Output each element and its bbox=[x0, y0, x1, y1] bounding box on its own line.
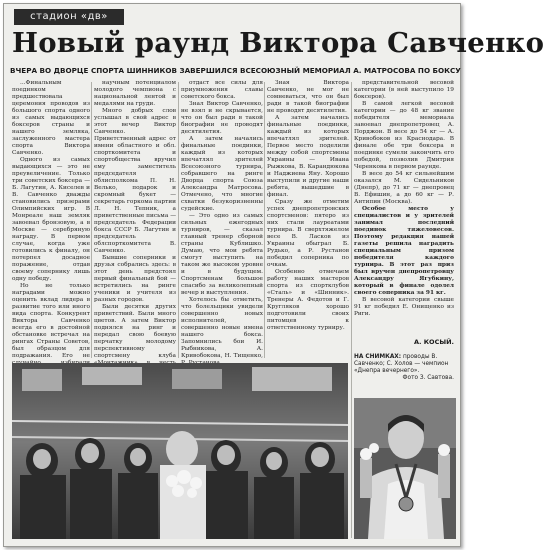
paragraph: Сразу же отметим успех днепропетровских спортсменов: пятеро из них стали лауреатами турнира. В сверхтяжелом весе В. Ласков из Украины обыграл Б. Рудько, а Р. Рустанов победил соперника по очкам. bbox=[267, 199, 349, 268]
paragraph: представительной весовой категории (в ней выступило 19 боксеров). bbox=[354, 80, 454, 100]
paragraph: ...Финальным поединком предшествовала церемония проводов из большого спорта одного из самых выдающихся боксеров страны и нашего земляка, заслуженного мастера спорта Виктора Савченко. bbox=[12, 80, 90, 156]
text-column-5 bbox=[354, 80, 454, 336]
paragraph: — Это одно из самых сильных ежегодных турниров, — сказал главный тренер сборной страны Кублишко. Думаю, что мои ребята смогут выступить на таком же высоком уровне и в будущем. Спортсменам большое спасибо за великолепный вечер и выступления. bbox=[181, 213, 263, 296]
paragraph: Зная Виктора Савченко, не мог не сомневаться, что он был ради в такой биографии не проводят десятилетия. bbox=[267, 80, 349, 114]
column-divider bbox=[264, 82, 265, 358]
text-column-2 bbox=[94, 80, 176, 360]
paragraph: В самой легкой весовой категории — до 48 кг звание победителя мемориала завоевал днепропетровец А. Порджон. В весе до 54 кг — А. Кривобоков из Краснодара. В финале обе три боксера в поединке сумели закончить его победой, позволив Дмитрия Черенкова в первом раунде. bbox=[354, 101, 454, 170]
paragraph: В весе до 54 кг сильнейшим оказался М. Сидельников (Днепр), до 71 кг — днепровец В. Ефишин, а до 60 кг — Р. Антипин (Москва). bbox=[354, 171, 454, 205]
paragraph: Особенно отмечаем работу наших мастеров спорта из спортклубов «Сталь» и «Шинник». Тренеры А. Федотов и Г. Кругляков хорошо подготовили своих питомцев к ответственному турниру. bbox=[267, 269, 349, 331]
paragraph: Знал Виктор Савченко, не взял и не скрывается, что он был ради в такой биографии не проводят десятилетия. bbox=[181, 101, 263, 135]
champion-photo bbox=[354, 398, 456, 539]
photo-credit: Фото З. Савтова. bbox=[402, 375, 454, 381]
paragraph: А затем начались финальные поединки, каждый из которых впечатлял зрителей. Первое место поделили между собой спортсмены Украины — Ивана Рыжкова, В. Карандюкова и Наджиева Яну. Хорошо выступили и другие наши ребята, вышедшие в финал. bbox=[267, 115, 349, 198]
section-rubric: стадион «дв» bbox=[14, 9, 124, 25]
article-subhead: ВЧЕРА ВО ДВОРЦЕ СПОРТА ШИННИКОВ ЗАВЕРШИЛСЯ ВСЕСОЮЗНЫЙ МЕМОРИАЛ А. МАТРОСОВА ПО БОКСУ bbox=[10, 66, 461, 75]
article-headline: Новый раунд Виктора Савченко bbox=[12, 27, 544, 59]
ceremony-photo bbox=[12, 363, 348, 539]
text-column-3 bbox=[181, 80, 263, 360]
column-divider bbox=[91, 82, 92, 358]
newspaper-page bbox=[3, 3, 544, 547]
paragraph: научным потенциалом молодого чемпиона с национальной лентой и медалями на груди. bbox=[94, 80, 176, 107]
paragraph: Были десятки других приветствий. Были много цветов. А затем Виктор поднялся на ринг и передал свою боевую перчатку молодому перспективному спортсмену клуба bbox=[94, 304, 176, 359]
paragraph: Одного из самых выдающихся — это не преувеличение. Только три советских боксера — Б. Лагутин, А. Киселев и В. Савченко дважды становились призерами Олимпийских игр. В Монреале наш земляк завоевал бронзовую, а в Москве — серебряную награду. В первом случае, когда уже готовились к финалу, он потерпел досадное поражение, отдав своему сопернику лишь одну победу. bbox=[12, 157, 90, 282]
paragraph: Бывшие соперники и друзья собрались здесь: в этот день предстоял первый финальный бой — встретились на ринге ученики и учителя из разных городов. bbox=[94, 255, 176, 303]
column-divider bbox=[178, 82, 179, 358]
paragraph: В весовой категории свыше 91 кг победил Е. Онищенко из Риги. bbox=[354, 297, 454, 317]
text-column-1 bbox=[12, 80, 90, 360]
paragraph: А затем начались финальные поединки, каждый из которых впечатлял зрителей Всесоюзного турнира, собравшего на ринге Дворца спорта Союза Александра Матросова. Отмечено, что многие схватки безукоризненны судейские. bbox=[181, 136, 263, 212]
paragraph: отдаст все силы для приумножения славы советского бокса. bbox=[181, 80, 263, 100]
paragraph: Но не только наградами можно оценить вклад лидера в развитие того или иного вида спорта. Конкурент Виктора Савченко всегда его в достойной обстановке встречал на рингах Страны Советов, был образцом для подражания. Его не bbox=[12, 283, 90, 359]
author-signature: А. КОСЫЙ. bbox=[413, 338, 454, 346]
text-column-4 bbox=[267, 80, 349, 360]
photo-caption bbox=[354, 354, 454, 394]
paragraph-highlight: Особое место у специалистов и у зрителей занимал последний поединок тяжеловесов. Поэтому редакция нашей газеты решила наградить специальным призом победителя каждого турнира. В этот раз приз был вручен днепропетровцу Александру Ягубкину, который в финале одолел своего соперника за 91 кг. bbox=[354, 206, 454, 296]
paragraph: Хотелось бы отметить, что болельщики увидели совершенно новых исполнителей, совершенно новые имена нашего бокса. Запомнились бои И. Рыбникова, А. Кривобокова, Н. Тищенко, bbox=[181, 297, 263, 359]
caption-label: НА СНИМКАХ: bbox=[354, 354, 402, 360]
paragraph: Много добрых слов услышал в свой адрес в этот вечер Виктор Савченко. Приветственный адрес от имени областного и обл. спорткомитета и спортобщества вручил ему заместитель председателя облисполкома П. Н. Велько, подарок и скромный букет — секретарь горкома партии Л. Н. Тепник, а приветственные письма — председатель Федерации бокса СССР Б. Лагутин и председатель облспорткомитета В. Савченко. bbox=[94, 108, 176, 254]
column-divider bbox=[351, 82, 352, 538]
ceremony-photo-image bbox=[12, 363, 348, 539]
champion-photo-image bbox=[354, 398, 456, 539]
caption-text: проводы В. Савченко; С. Холов — чемпион «Днепра вечернего». bbox=[354, 354, 449, 374]
